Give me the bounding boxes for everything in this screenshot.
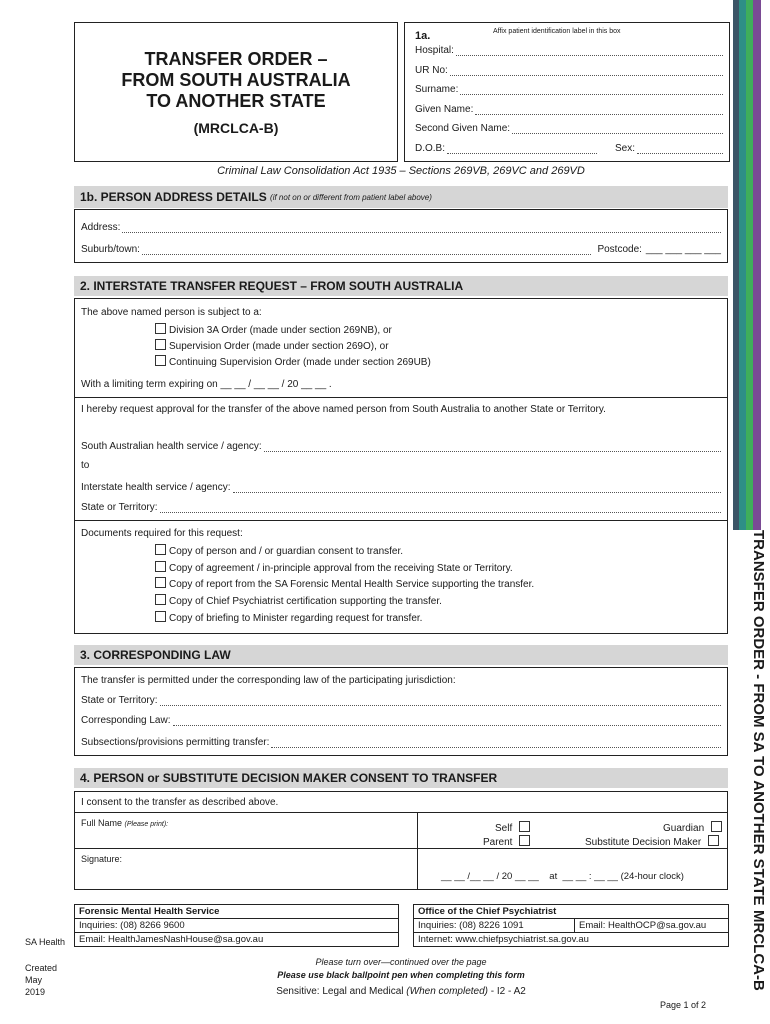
side-title: TRANSFER ORDER - FROM SA TO ANOTHER STATE [750, 530, 767, 906]
self-option[interactable]: Self [495, 821, 533, 834]
surname-field[interactable]: Surname: [415, 82, 723, 95]
ocp-contact-box [413, 904, 729, 947]
section-4-box [74, 791, 728, 890]
checkbox[interactable] [155, 339, 166, 350]
documents-intro: Documents required for this request: [81, 528, 243, 539]
checkbox[interactable] [519, 821, 530, 832]
doc-report[interactable]: Copy of report from the SA Forensic Mental Health Service supporting the transfer. [155, 577, 534, 590]
fmhs-name: Forensic Mental Health Service [75, 905, 398, 919]
parent-option[interactable]: Parent [483, 835, 533, 848]
form-title-box [74, 22, 398, 162]
section-2-request-box [74, 397, 728, 521]
ocp-email[interactable]: Email: HealthOCP@sa.gov.au [579, 920, 707, 931]
to-label: to [81, 460, 90, 471]
checkbox[interactable] [155, 594, 166, 605]
page-number: Page 1 of 2 [660, 1000, 707, 1010]
sa-agency-field[interactable]: South Australian health service / agency: [81, 441, 721, 452]
ocp-name: Office of the Chief Psychiatrist [414, 905, 728, 919]
section-1b-heading: 1b. PERSON ADDRESS DETAILS (if not on or different from patient label above) [74, 186, 728, 208]
order-continuing-supervision[interactable]: Continuing Supervision Order (made under section 269UB) [155, 355, 431, 368]
address-field[interactable]: Address: [81, 222, 721, 233]
doc-consent[interactable]: Copy of person and / or guardian consent to transfer. [155, 544, 403, 557]
section-1a-label: 1a. [415, 30, 431, 42]
form-title-line2: FROM SOUTH AUSTRALIA [121, 70, 351, 90]
second-given-name-field[interactable]: Second Given Name: [415, 121, 723, 134]
guardian-option[interactable]: Guardian [663, 821, 725, 834]
stripe-green [746, 0, 753, 530]
checkbox[interactable] [711, 821, 722, 832]
section-2-heading: 2. INTERSTATE TRANSFER REQUEST – FROM SOUTH AUSTRALIA [74, 276, 728, 296]
fmhs-email[interactable]: Email: HealthJamesNashHouse@sa.gov.au [79, 934, 264, 945]
checkbox[interactable] [155, 611, 166, 622]
consent-statement: I consent to the transfer as described above. [81, 797, 279, 808]
interstate-agency-field[interactable]: Interstate health service / agency: [81, 482, 721, 493]
legislation-reference: Criminal Law Consolidation Act 1935 – Sections 269VB, 269VC and 269VD [217, 165, 585, 177]
sa-health-logo-text: SA Health [25, 937, 66, 947]
doc-certification[interactable]: Copy of Chief Psychiatrist certification supporting the transfer. [155, 594, 442, 607]
corresponding-law-field[interactable]: Corresponding Law: [81, 715, 721, 726]
form-code: (MRCLCA-B) [193, 120, 279, 136]
ocp-inquiries: Inquiries: (08) 8226 1091 [414, 919, 575, 932]
doc-briefing[interactable]: Copy of briefing to Minister regarding request for transfer. [155, 611, 422, 624]
turn-over-note: Please turn over—continued over the page [315, 957, 487, 967]
stripe-purple [753, 0, 761, 530]
section-2-documents-box [74, 520, 728, 634]
checkbox[interactable] [155, 561, 166, 572]
subsections-field[interactable]: Subsections/provisions permitting transfer: [81, 737, 721, 748]
patient-label-box[interactable] [404, 22, 730, 162]
checkbox[interactable] [155, 323, 166, 334]
subject-intro: The above named person is subject to a: [81, 307, 262, 318]
section-4-heading: 4. PERSON or SUBSTITUTE DECISION MAKER CONSENT TO TRANSFER [74, 768, 728, 788]
request-text: I hereby request approval for the transfer of the above named person from South Australia to another State or Territory. [81, 404, 606, 415]
pen-instruction: Please use black ballpoint pen when completing this form [277, 970, 525, 980]
section-3-box [74, 667, 728, 756]
full-name-field[interactable]: Full Name (Please print): [81, 818, 169, 828]
signature-field[interactable]: Signature: [81, 854, 123, 864]
checkbox[interactable] [155, 355, 166, 366]
doc-agreement[interactable]: Copy of agreement / in-principle approval from the receiving State or Territory. [155, 561, 513, 574]
sensitivity-label: Sensitive: Legal and Medical (When completed) - I2 - A2 [276, 986, 526, 997]
suburb-field[interactable]: Suburb/town: Postcode: ___ ___ ___ ___ [81, 244, 721, 255]
fmhs-inquiries: Inquiries: (08) 8266 9600 [75, 919, 398, 933]
checkbox[interactable] [155, 544, 166, 555]
section-1b-box [74, 209, 728, 263]
form-title-line3: TO ANOTHER STATE [146, 91, 326, 111]
sdm-option[interactable]: Substitute Decision Maker [585, 835, 722, 848]
section-3-heading: 3. CORRESPONDING LAW [74, 645, 728, 665]
postcode-field[interactable]: ___ ___ ___ ___ [645, 244, 721, 255]
signature-date-time[interactable]: __ __ /__ __ / 20 __ __ at __ __ : __ __ (24-hour clock) [441, 871, 684, 882]
order-division-3a[interactable]: Division 3A Order (made under section 269NB), or [155, 323, 392, 336]
ocp-website[interactable]: Internet: www.chiefpsychiatrist.sa.gov.au [418, 934, 589, 945]
s3-state-field[interactable]: State or Territory: [81, 695, 721, 706]
form-title-line1: TRANSFER ORDER – [144, 49, 328, 69]
ur-no-field[interactable]: UR No: [415, 63, 723, 76]
checkbox[interactable] [155, 577, 166, 588]
checkbox[interactable] [519, 835, 530, 846]
section-2-orders-box [74, 298, 728, 398]
dob-field[interactable]: D.O.B: Sex: [415, 141, 723, 154]
side-code: MRCLCA-B [750, 910, 767, 991]
corresponding-law-intro: The transfer is permitted under the corresponding law of the participating jurisdiction: [81, 675, 456, 686]
created-label: Created May 2019 [25, 963, 58, 997]
checkbox[interactable] [708, 835, 719, 846]
hospital-field[interactable]: Hospital: [415, 43, 723, 56]
stripe-teal [739, 0, 746, 530]
label-hint: Affix patient identification label in this box [493, 28, 621, 35]
order-supervision[interactable]: Supervision Order (made under section 269O), or [155, 339, 389, 352]
limiting-term-field[interactable]: With a limiting term expiring on __ __ / __ __ / 20 __ __ . [81, 379, 332, 390]
fmhs-contact-box [74, 904, 399, 947]
state-territory-field[interactable]: State or Territory: [81, 502, 721, 513]
given-name-field[interactable]: Given Name: [415, 102, 723, 115]
